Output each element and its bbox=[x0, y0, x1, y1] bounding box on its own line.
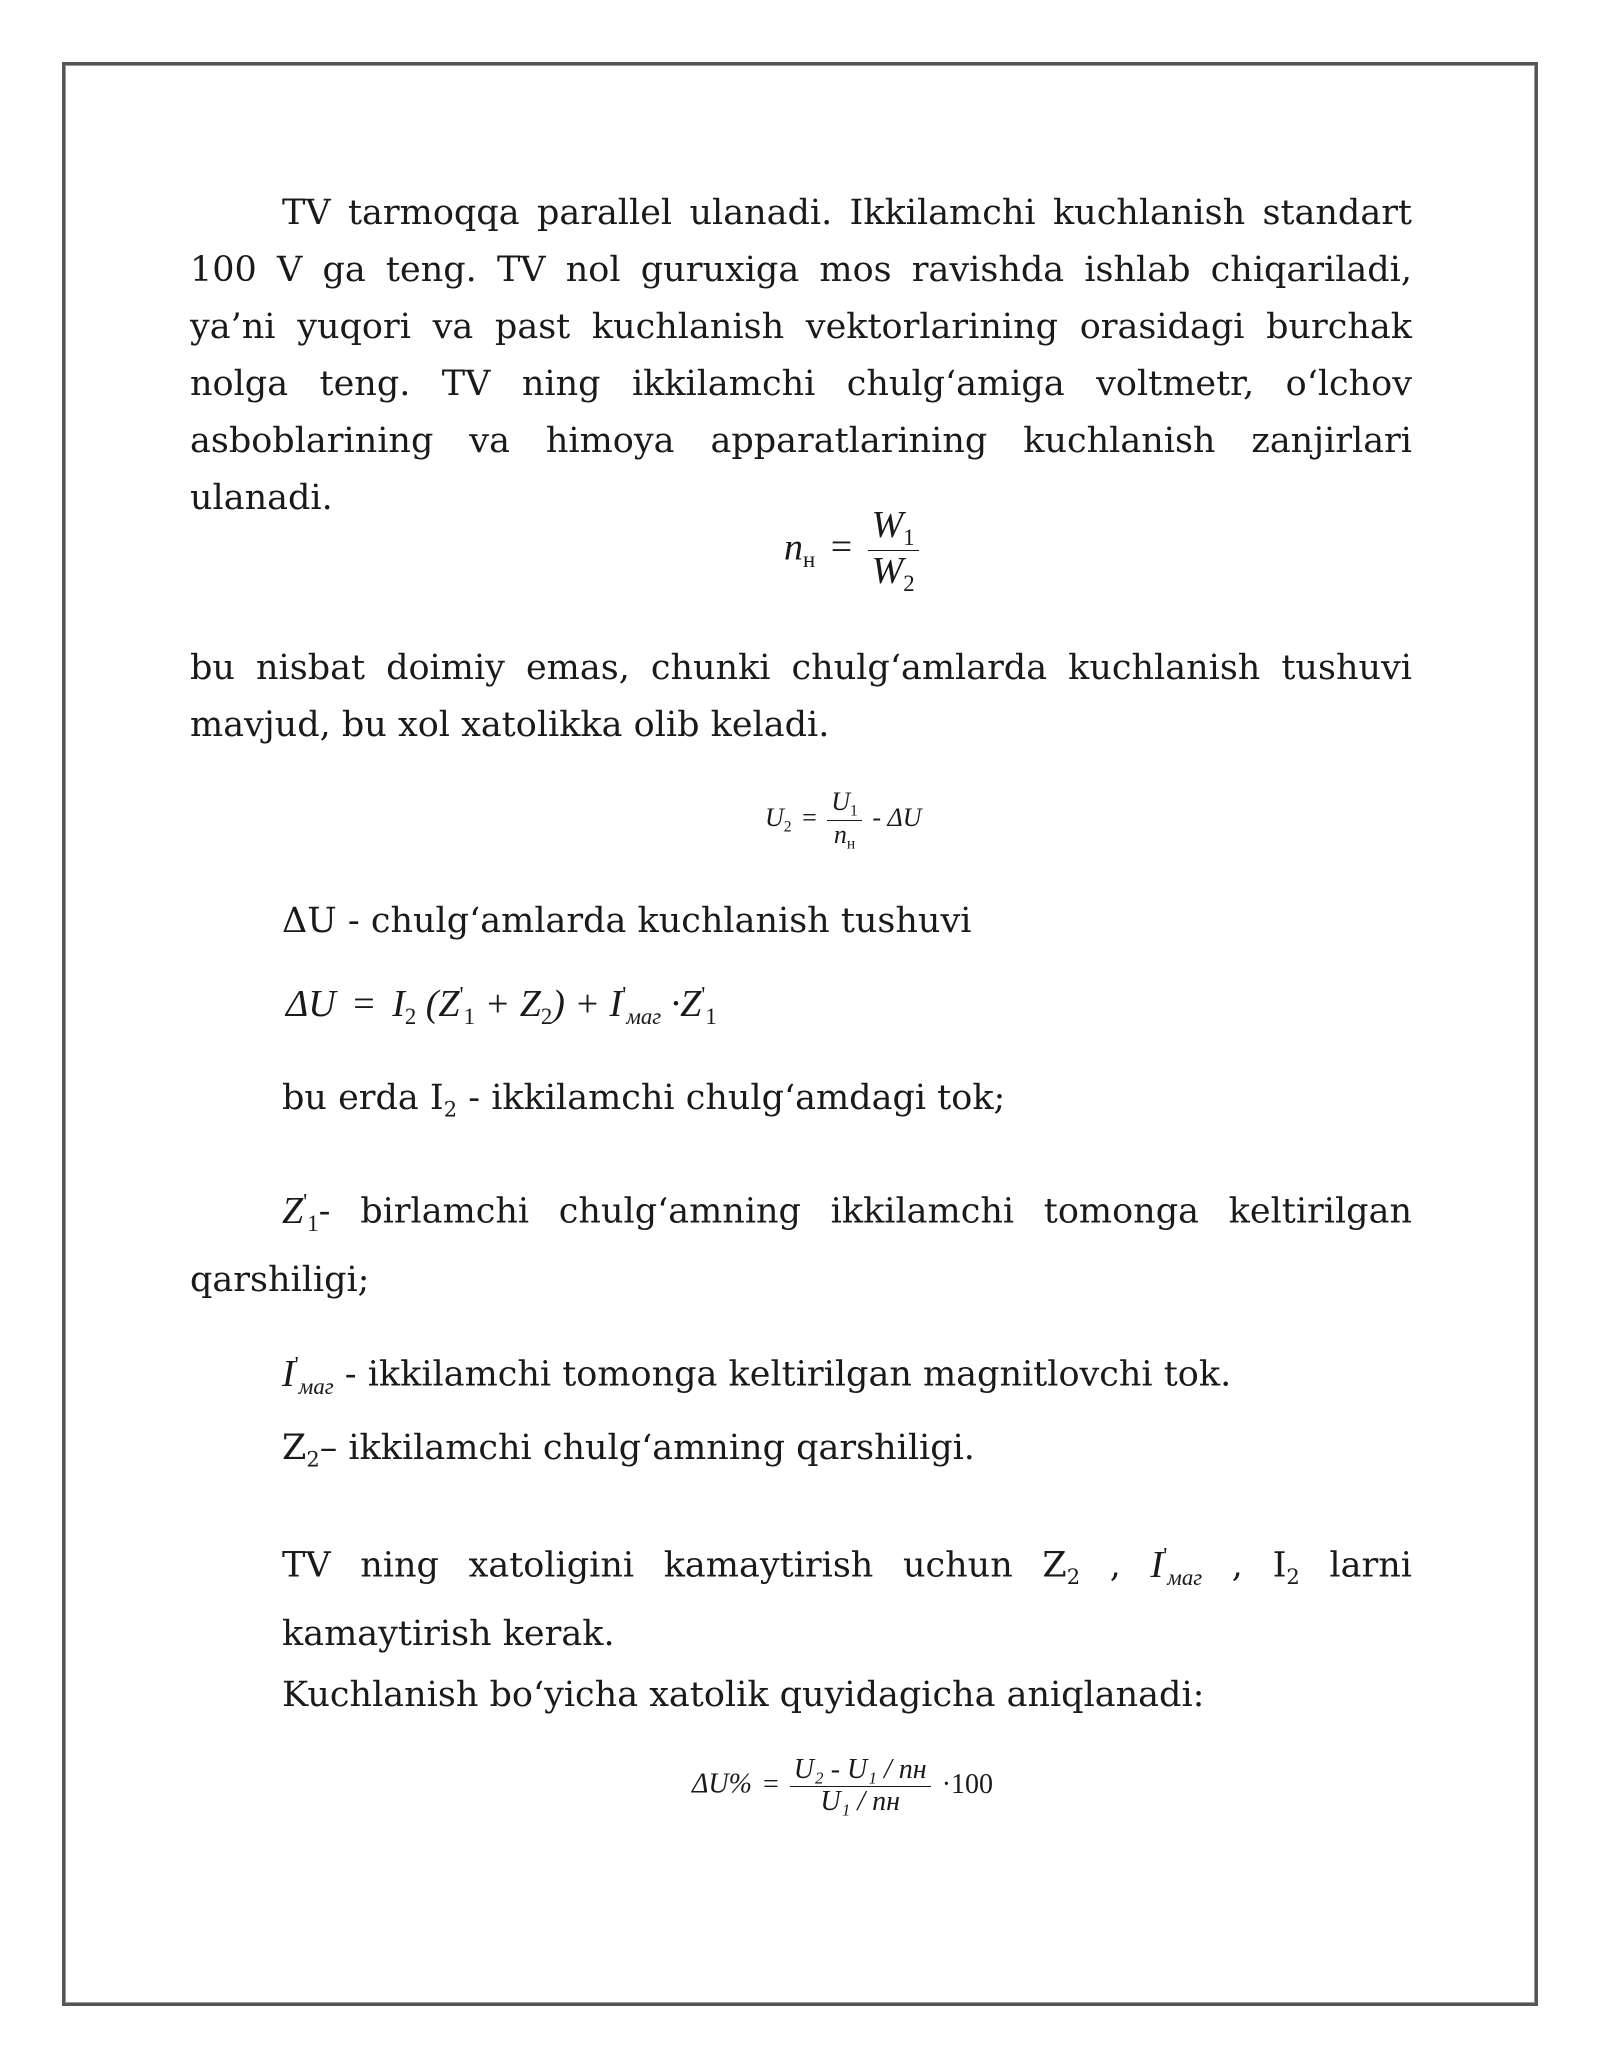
line-delta-u: ΔU - chulg‘amlarda kuchlanish tushuvi bbox=[282, 901, 972, 941]
formula-delta-u: $\Delta U = I_2$ $(Z'_1 + Z_2) + I'_{маг} \cdot Z'_1$ bbox=[286, 982, 717, 1029]
paragraph-ratio-note: bu nisbat doimiy emas, chunki chulg‘amlarda kuchlanish tushuvi mavjud, bu xol xatolikka olib keladi. bbox=[190, 648, 1412, 745]
definition-z1: $Z'_1-$ birlamchi chulg‘amning ikkilamchi tomonga keltirilgan qarshiligi; bbox=[190, 1189, 1412, 1300]
line-z2: $Z_2-$ ikkilamchi chulg‘amning qarshiligi. bbox=[282, 1428, 975, 1472]
formula-error-percent: ΔU% = $\frac{\text{U₂ - U₁ / nн}}{\text{U₁ / nн}}$ ·100 bbox=[692, 1754, 994, 1817]
definition-imag: $I'_{маг}$ - ikkilamchi tomonga keltirilgan magnitlovchi tok. bbox=[282, 1352, 1232, 1399]
line-i2: bu erda $I_2$ - ikkilamchi chulg‘amdagi tok; bbox=[282, 1078, 1006, 1122]
formula-ratio: $n_н$ = $\frac{W_1}{W_2}$ bbox=[784, 505, 919, 596]
paragraph-reduce-error: TV ning xatoligini kamaytirish uchun $Z_2$ , $I'_{маг}$ , $I_2$ larni kamaytirish kerak. bbox=[282, 1543, 1412, 1655]
paragraph-intro: TV tarmoqqa parallel ulanadi. Ikkilamchi kuchlanish standart 100 V ga teng. TV nol guruxiga mos ravishda ishlab chiqariladi, ya’ni yuqori va past kuchlanish vektorlarining orasidagi burchak nolga teng. TV ning ikkilamchi chulg‘amiga voltmetr, o‘lchov asboblarining va himoya apparatlarining kuchlanish zanjirlari ulanadi. bbox=[190, 193, 1412, 518]
formula-u2: $U_2$ = $\frac{U_1}{n_н}$ - ΔU bbox=[765, 787, 922, 853]
line-error-definition: Kuchlanish bo‘yicha xatolik quyidagicha aniqlanadi: bbox=[282, 1675, 1205, 1715]
